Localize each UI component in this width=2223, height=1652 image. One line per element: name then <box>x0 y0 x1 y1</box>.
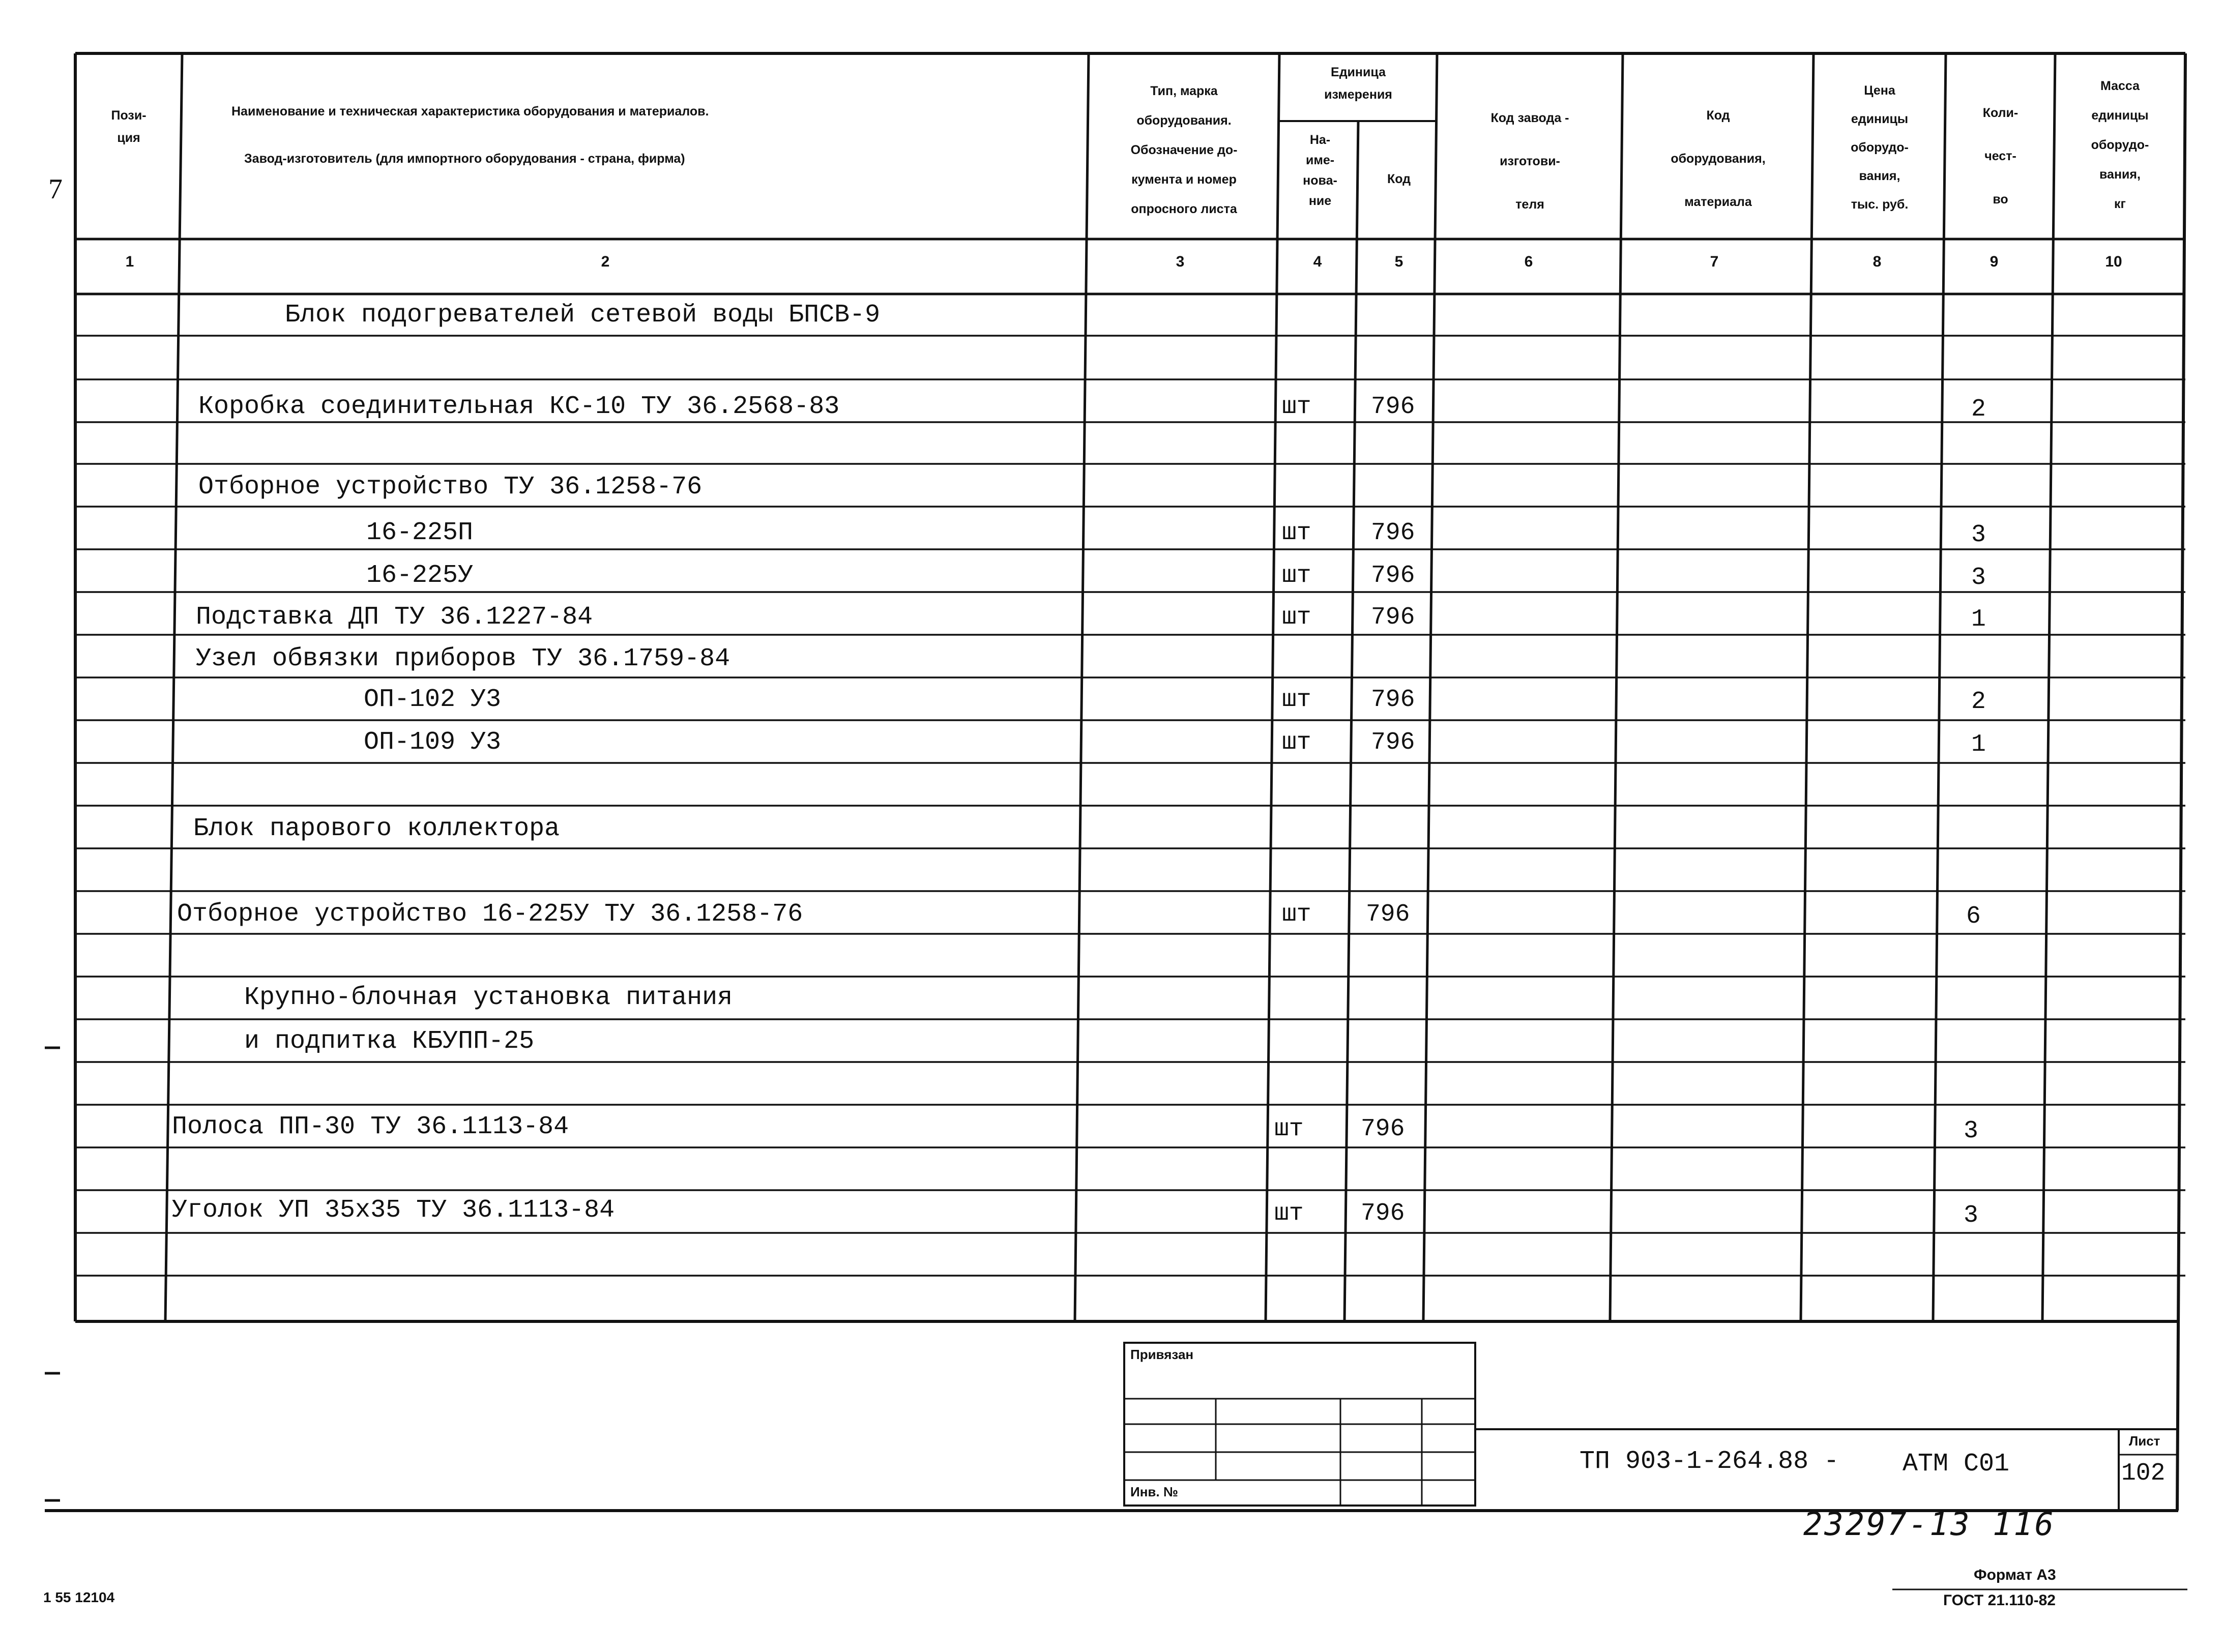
header-quantity: Коли- чест- во <box>1982 106 2019 206</box>
header-unit-name: На- име- нова- ние <box>1303 133 1337 208</box>
table-row-name: 16-225У <box>366 561 474 590</box>
table-row-unit: шт <box>1282 393 1311 421</box>
table-row-name: Крупно-блочная установка питания <box>244 983 733 1012</box>
table-row-qty: 6 <box>1966 903 1981 930</box>
column-number-8: 8 <box>1873 253 1882 270</box>
table-row-name: Узел обвязки приборов ТУ 36.1759-84 <box>196 644 730 673</box>
format-label: Формат А3 <box>1974 1567 2056 1583</box>
table-row-unit: шт <box>1282 901 1311 928</box>
table-row-qty: 1 <box>1971 606 1986 633</box>
column-number-10: 10 <box>2105 253 2122 270</box>
handwritten-number: 23297-13 116 <box>1803 1506 2056 1543</box>
document-suffix: АТМ С01 <box>1903 1450 2010 1479</box>
header-factory-code: Код завода - изготови- теля <box>1490 111 1569 212</box>
table-row-qty: 1 <box>1971 731 1986 758</box>
table-row-unit: шт <box>1282 562 1311 589</box>
table-row-qty: 2 <box>1971 688 1986 716</box>
header-unit: Единица измерения <box>1324 65 1392 102</box>
table-row-qty: 3 <box>1964 1202 1978 1229</box>
table-row-unit: шт <box>1274 1200 1304 1227</box>
table-row-code: 796 <box>1361 1115 1405 1143</box>
table-row-name: Блок подогревателей сетевой воды БПСВ-9 <box>285 301 881 330</box>
table-row-name: Отборное устройство ТУ 36.1258-76 <box>198 473 703 501</box>
header-equipment-code: Код оборудования, материала <box>1671 108 1766 209</box>
column-number-3: 3 <box>1176 253 1185 270</box>
table-row-unit: шт <box>1282 729 1311 756</box>
table-row-name: ОП-109 У3 <box>364 728 502 757</box>
table-row-unit: шт <box>1282 519 1311 547</box>
column-number-4: 4 <box>1313 253 1322 270</box>
table-row-qty: 3 <box>1964 1117 1978 1145</box>
column-number-5: 5 <box>1394 253 1403 270</box>
table-row-code: 796 <box>1371 729 1415 756</box>
sheet-label: Лист <box>2129 1433 2160 1449</box>
header-name-line2: Завод-изготовитель (для импортного оборудования - страна, фирма) <box>244 152 685 166</box>
column-number-1: 1 <box>125 253 134 270</box>
table-row-name: Блок парового коллектора <box>193 814 560 843</box>
table-row-unit: шт <box>1282 686 1311 714</box>
table-row-code: 796 <box>1361 1200 1405 1227</box>
table-row-qty: 3 <box>1971 521 1986 549</box>
column-number-6: 6 <box>1524 253 1533 270</box>
stamp-inv: Инв. № <box>1130 1484 1178 1499</box>
table-row-name: ОП-102 У3 <box>364 685 502 714</box>
table-row-code: 796 <box>1371 604 1415 631</box>
table-row-code: 796 <box>1371 562 1415 589</box>
gost-label: ГОСТ 21.110-82 <box>1943 1592 2056 1609</box>
margin-mark: 7 <box>48 173 63 205</box>
column-number-9: 9 <box>1990 253 1999 270</box>
table-row-name: Отборное устройство 16-225У ТУ 36.1258-76 <box>177 900 803 929</box>
table-row-unit: шт <box>1274 1115 1304 1143</box>
table-row-name: 16-225П <box>366 518 474 547</box>
table-row-code: 796 <box>1366 901 1410 928</box>
table-row-name: Уголок УП 35х35 ТУ 36.1113-84 <box>172 1196 615 1225</box>
table-row-qty: 2 <box>1971 396 1986 423</box>
header-type: Тип, марка оборудования. Обозначение до- кумента и номер опросного листа <box>1130 84 1238 216</box>
header-mass: Масса единицы оборудо- вания, кг <box>2091 79 2149 211</box>
header-unit-code: Код <box>1387 172 1411 186</box>
table-row-name: и подпитка КБУПП-25 <box>244 1027 535 1056</box>
table-row-name: Подставка ДП ТУ 36.1227-84 <box>196 603 593 632</box>
bottom-left-code: 1 55 12104 <box>43 1589 115 1605</box>
table-row-unit: шт <box>1282 604 1311 631</box>
table-row-name: Коробка соединительная КС-10 ТУ 36.2568-83 <box>198 392 840 421</box>
header-price: Цена единицы оборудо- вания, тыс. руб. <box>1851 83 1909 212</box>
table-row-code: 796 <box>1371 393 1415 421</box>
table-row-code: 796 <box>1371 686 1415 714</box>
stamp-privyazan: Привязан <box>1130 1347 1194 1362</box>
table-row-qty: 3 <box>1971 564 1986 592</box>
table-row-name: Полоса ПП-30 ТУ 36.1113-84 <box>172 1112 569 1141</box>
header-position: Пози- ция <box>111 108 147 145</box>
column-number-2: 2 <box>601 253 610 270</box>
column-number-7: 7 <box>1710 253 1719 270</box>
document-code: ТП 903-1-264.88 - <box>1579 1447 1839 1476</box>
table-row-code: 796 <box>1371 519 1415 547</box>
header-name-line1: Наименование и техническая характеристика оборудования и материалов. <box>231 104 709 119</box>
sheet-number: 102 <box>2121 1460 2166 1487</box>
